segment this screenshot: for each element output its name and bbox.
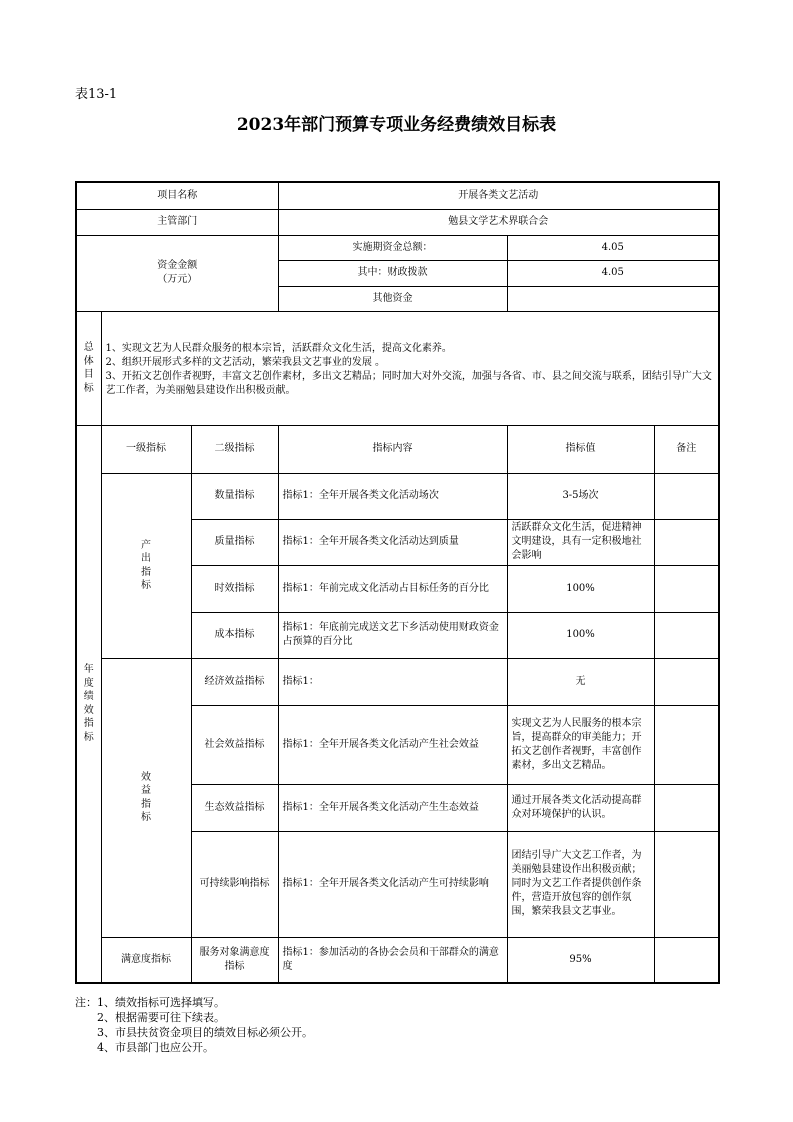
note-line: 注：1、绩效指标可选择填写。	[75, 996, 225, 1009]
funding-label-cell	[76, 235, 278, 311]
funding-other-value	[507, 286, 719, 311]
satisfaction-label: 满意度指标	[101, 937, 191, 983]
funding-label: 资金金额	[157, 260, 198, 271]
output-value: 活跃群众文化生活，促进精神文明建设，具有一定积极地社会影响	[507, 519, 654, 565]
header-content: 指标内容	[278, 425, 507, 473]
benefit-label	[101, 658, 191, 937]
performance-target-table	[75, 181, 720, 984]
benefit-remark	[654, 658, 719, 705]
project-name-value: 开展各类文艺活动	[278, 182, 719, 209]
output-remark	[654, 473, 719, 519]
benefit-value: 团结引导广大文艺工作者，为美丽勉县建设作出积极贡献；同时为文艺工作者提供创作条件，营造开放包容的创作氛围，繁荣我县文艺事业。	[507, 831, 654, 937]
notes	[75, 995, 313, 1055]
benefit-content: 指标1：	[278, 658, 507, 705]
output-remark	[654, 565, 719, 612]
benefit-label-text: 效 益 指 标	[141, 771, 151, 823]
department-label: 主管部门	[76, 209, 278, 235]
benefit-level2: 社会效益指标	[191, 705, 278, 784]
page-title: 2023年部门预算专项业务经费绩效目标表	[236, 115, 557, 135]
benefit-content: 指标1：全年开展各类文化活动产生社会效益	[278, 705, 507, 784]
benefit-level2: 生态效益指标	[191, 784, 278, 831]
goal-label-text: 总 体 目 标	[83, 342, 94, 394]
output-remark	[654, 612, 719, 658]
goal-line: 2、组织开展形式多样的文艺活动，繁荣我县文艺事业的发展 。	[105, 356, 386, 368]
benefit-content: 指标1：全年开展各类文化活动产生可持续影响	[278, 831, 507, 937]
output-content: 指标1：全年开展各类文化活动达到质量	[278, 519, 507, 565]
output-content: 指标1：全年开展各类文化活动场次	[278, 473, 507, 519]
output-value: 100%	[507, 612, 654, 658]
goal-line: 3、开拓文艺创作者视野，丰富文艺创作素材，多出文艺精品；同时加大对外交流，加强与各省、市、县之间交流与联系，团结引导广大文艺工作者，为美丽勉县建设作出积极贡献。	[105, 370, 712, 396]
header-level1: 一级指标	[101, 425, 191, 473]
annual-label-text: 年度 绩 效 指 标	[83, 664, 94, 743]
goal-line: 1、实现文艺为人民群众服务的根本宗旨，活跃群众文化生活，提高文化素养。	[105, 342, 452, 354]
output-level2: 成本指标	[191, 612, 278, 658]
funding-other-label: 其他资金	[278, 286, 507, 311]
output-content: 指标1：年底前完成送文艺下乡活动使用财政资金占预算的百分比	[278, 612, 507, 658]
output-content: 指标1：年前完成文化活动占目标任务的百分比	[278, 565, 507, 612]
goal-content	[101, 311, 719, 425]
benefit-content: 指标1：全年开展各类文化活动产生生态效益	[278, 784, 507, 831]
note-line: 4、市县部门也应公开。	[75, 1041, 214, 1054]
header-remark: 备注	[654, 425, 719, 473]
funding-total-label: 实施期资金总额：	[278, 235, 507, 260]
project-name-label: 项目名称	[76, 182, 278, 209]
funding-total-value: 4.05	[507, 235, 719, 260]
header-level2: 二级指标	[191, 425, 278, 473]
output-remark	[654, 519, 719, 565]
benefit-remark	[654, 784, 719, 831]
benefit-remark	[654, 831, 719, 937]
satisfaction-level2: 服务对象满意度指标	[191, 937, 278, 983]
output-level2: 时效指标	[191, 565, 278, 612]
output-level2: 质量指标	[191, 519, 278, 565]
benefit-value: 无	[507, 658, 654, 705]
output-value: 100%	[507, 565, 654, 612]
output-value: 3-5场次	[507, 473, 654, 519]
funding-fiscal-value: 4.05	[507, 260, 719, 286]
annual-label	[76, 425, 101, 983]
output-label	[101, 473, 191, 658]
satisfaction-value: 95%	[507, 937, 654, 983]
benefit-level2: 可持续影响指标	[191, 831, 278, 937]
benefit-value: 通过开展各类文化活动提高群众对环境保护的认识。	[507, 784, 654, 831]
satisfaction-content: 指标1：参加活动的各协会会员和干部群众的满意度	[278, 937, 507, 983]
department-value: 勉县文学艺术界联合会	[278, 209, 719, 235]
goal-label	[76, 311, 101, 425]
benefit-value: 实现文艺为人民服务的根本宗旨，提高群众的审美能力；开拓文艺创作者视野，丰富创作素材，多出文艺精品。	[507, 705, 654, 784]
funding-fiscal-label: 其中：财政拨款	[278, 260, 507, 286]
output-level2: 数量指标	[191, 473, 278, 519]
funding-unit: （万元）	[157, 274, 198, 285]
benefit-remark	[654, 705, 719, 784]
note-line: 2、根据需要可往下续表。	[75, 1011, 225, 1024]
header-value: 指标值	[507, 425, 654, 473]
satisfaction-remark	[654, 937, 719, 983]
output-label-text: 产 出 指 标	[141, 539, 151, 591]
table-number: 表13-1	[75, 87, 118, 102]
note-line: 3、市县扶贫资金项目的绩效目标必须公开。	[75, 1026, 313, 1039]
benefit-level2: 经济效益指标	[191, 658, 278, 705]
